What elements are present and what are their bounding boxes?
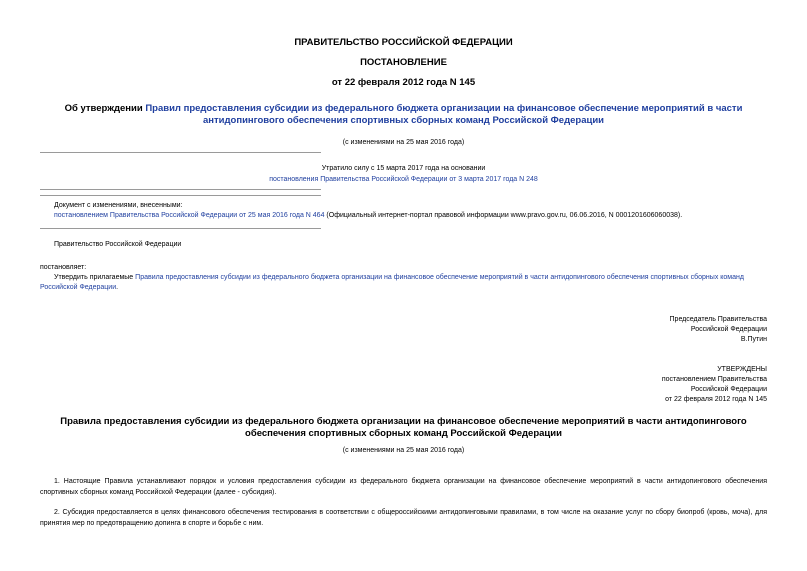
expiring-decree-link[interactable]: постановления Правительства Российской Федерации от 3 марта 2017 года N 248: [269, 176, 538, 183]
rules-title-link[interactable]: Правил предоставления субсидии из федерального бюджета организации на финансовое обеспечение мероприятий в части антидопингового обеспечения спортивных сборных команд Российской Федерации: [145, 103, 743, 126]
decrees-word: постановляет:: [40, 264, 87, 271]
signature-country: Российской Федерации: [690, 326, 767, 333]
rules-paragraph-1: 1. Настоящие Правила устанавливают порядок и условия предоставления субсидии из федерального бюджета организации на финансовое обеспечение мероприятий в части антидопингового обеспечения спортивных сборных команд Российской Федерации (далее - субсидия).: [40, 478, 767, 496]
expired-note-link-wrap: [0, 175, 807, 185]
divider: [40, 195, 321, 196]
amendments-source: (Официальный интернет-портал правовой информации www.pravo.gov.ru, 06.06.2016, N 0001201606060038).: [324, 212, 683, 219]
divider: [40, 189, 321, 190]
rules-paragraph-2: 2. Субсидия предоставляется в целях финансового обеспечения тестирования в соответствии с общероссийскими антидопинговыми правилами, в том числе на оказание услуг по сбору биопроб (кровь, моча), для принятия мер по предотвращению допинга в спорте и борьбе с ним.: [40, 509, 767, 527]
approved-country: Российской Федерации: [690, 386, 767, 393]
approved-by: постановлением Правительства: [661, 376, 767, 383]
amending-decree-link[interactable]: постановлением Правительства Российской Федерации от 25 мая 2016 года N 464: [54, 212, 325, 219]
signature-name: В.Путин: [740, 336, 767, 343]
issuer: Правительство Российской Федерации: [54, 241, 182, 248]
approve-suffix: .: [116, 284, 119, 291]
divider: [40, 152, 321, 153]
document-title: [40, 103, 767, 127]
rules-changes-note: (с изменениями на 25 мая 2016 года): [342, 447, 465, 454]
rules-title: Правила предоставления субсидии из федерального бюджета организации на финансовое обеспечение мероприятий в части антидопингового обеспечения спортивных сборных команд Российской Федерации: [60, 416, 747, 439]
changes-note: (с изменениями на 25 мая 2016 года): [342, 139, 465, 146]
expired-note: Утратило силу с 15 марта 2017 года на основании: [321, 165, 486, 172]
divider: [40, 228, 321, 229]
approved-rules-link[interactable]: Правила предоставления субсидии из федерального бюджета организации на финансовое обеспечение мероприятий в части антидопингового обеспечения спортивных сборных команд Российской Федерации: [40, 274, 744, 291]
approve-prefix: Утвердить прилагаемые: [54, 274, 136, 281]
title-prefix: Об утверждении: [64, 103, 146, 114]
doc-type-heading: ПОСТАНОВЛЕНИЕ: [360, 57, 447, 68]
approved-date: от 22 февраля 2012 года N 145: [665, 396, 767, 403]
approve-paragraph: [40, 273, 767, 293]
government-heading: ПРАВИТЕЛЬСТВО РОССИЙСКОЙ ФЕДЕРАЦИИ: [294, 37, 513, 48]
approved-stamp: УТВЕРЖДЕНЫ: [717, 366, 767, 373]
amendments-label: Документ с изменениями, внесенными:: [54, 202, 183, 209]
amendments-line: [54, 211, 774, 221]
signature-position: Председатель Правительства: [669, 316, 767, 323]
date-number-heading: от 22 февраля 2012 года N 145: [331, 77, 476, 88]
